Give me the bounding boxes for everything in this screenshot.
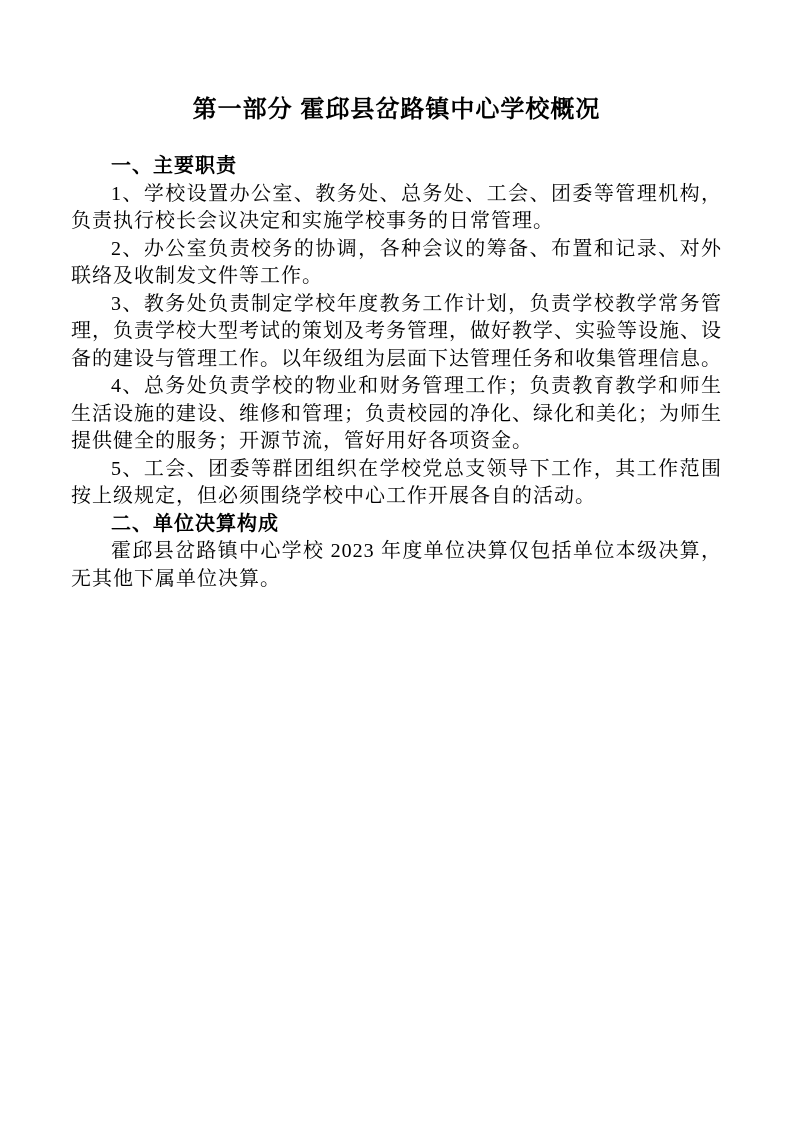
paragraph-duty-2: 2、办公室负责校务的协调，各种会议的筹备、布置和记录、对外联络及收制发文件等工作。 [71, 237, 722, 287]
paragraph-duty-1: 1、学校设置办公室、教务处、总务处、工会、团委等管理机构，负责执行校长会议决定和实施学校事务的日常管理。 [71, 182, 722, 232]
paragraph-budget-scope: 霍邱县岔路镇中心学校 2023 年度单位决算仅包括单位本级决算，无其他下属单位决算。 [71, 540, 722, 590]
paragraph-duty-3: 3、教务处负责制定学校年度教务工作计划，负责学校教学常务管理，负责学校大型考试的策划及考务管理，做好教学、实验等设施、设备的建设与管理工作。以年级组为层面下达管理任务和收集管理信息。 [71, 292, 722, 370]
section-heading-main-duties: 一、主要职责 [111, 155, 237, 177]
document-body [71, 153, 722, 593]
section-heading-budget-composition: 二、单位决算构成 [111, 512, 279, 535]
paragraph-duty-4: 4、总务处负责学校的物业和财务管理工作；负责教育教学和师生生活设施的建设、维修和管理；负责校园的净化、绿化和美化；为师生提供健全的服务；开源节流，管好用好各项资金。 [71, 375, 722, 452]
page-title: 第一部分 霍邱县岔路镇中心学校概况 [192, 96, 601, 123]
paragraph-duty-5: 5、工会、团委等群团组织在学校党总支领导下工作，其工作范围按上级规定，但必须围绕学校中心工作开展各自的活动。 [71, 457, 722, 507]
